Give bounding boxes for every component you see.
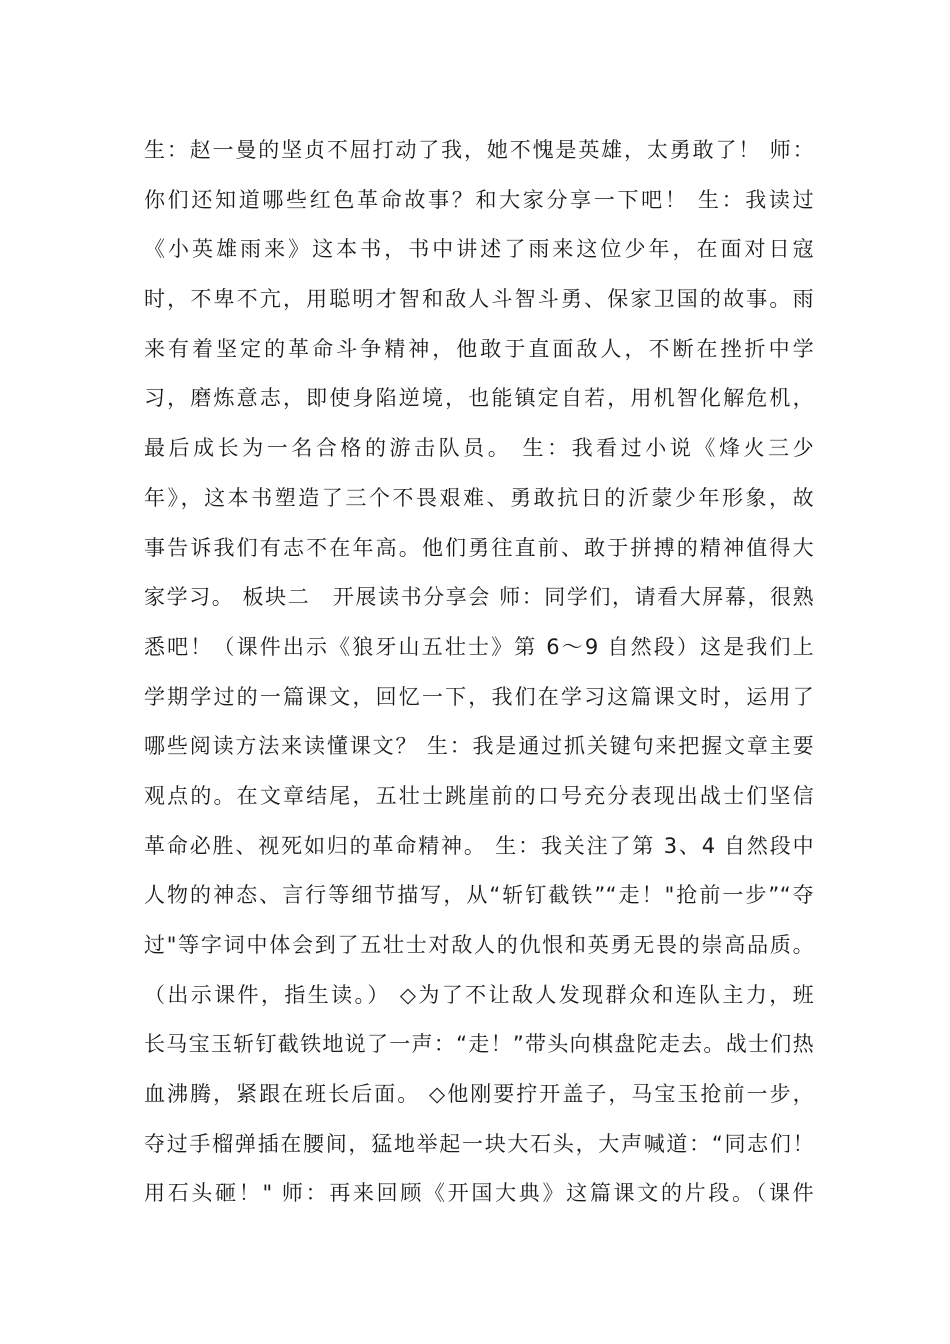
text-line: 过"等字词中体会到了五壮士对敌人的仇恨和英勇无畏的崇高品质。 xyxy=(144,933,814,957)
text-line: 最后成长为一名合格的游击队员。 生：我看过小说《烽火三少 xyxy=(144,436,814,461)
text-line: 生：赵一曼的坚贞不屈打动了我，她不愧是英雄，太勇敢了！ 师： xyxy=(144,138,814,162)
text-line: 来有着坚定的革命斗争精神，他敢于直面敌人，不断在挫折中学 xyxy=(144,336,814,361)
text-line: 时，不卑不亢，用聪明才智和敌人斗智斗勇、保家卫国的故事。雨 xyxy=(144,287,814,312)
text-line: 家学习。 板块二 开展读书分享会 师：同学们，请看大屏幕，很熟 xyxy=(144,585,814,610)
text-line: 观点的。在文章结尾，五壮士跳崖前的口号充分表现出战士们坚信 xyxy=(144,783,814,808)
text-line: 学期学过的一篇课文，回忆一下，我们在学习这篇课文时，运用了 xyxy=(144,684,814,709)
text-line: 革命必胜、视死如归的革命精神。 生：我关注了第 3、4 自然段中 xyxy=(144,833,814,858)
text-line: 你们还知道哪些红色革命故事？和大家分享一下吧！ 生：我读过 xyxy=(144,187,814,212)
text-line: 悉吧！（课件出示《狼牙山五壮士》第 6～9 自然段）这是我们上 xyxy=(144,634,814,659)
text-line: （出示课件，指生读。） ◇为了不让敌人发现群众和连队主力，班 xyxy=(144,982,814,1007)
text-line: 用石头砸！" 师：再来回顾《开国大典》这篇课文的片段。（课件 xyxy=(144,1181,814,1206)
text-line: 年》，这本书塑造了三个不畏艰难、勇敢抗日的沂蒙少年形象，故 xyxy=(144,485,814,510)
text-line: 《小英雄雨来》这本书，书中讲述了雨来这位少年，在面对日寇 xyxy=(144,237,814,262)
text-line: 哪些阅读方法来读懂课文？ 生：我是通过抓关键句来把握文章主要 xyxy=(144,734,814,759)
text-line: 夺过手榴弹插在腰间，猛地举起一块大石头，大声喊道：“同志们！ xyxy=(144,1131,814,1156)
body-text xyxy=(144,126,814,1219)
text-line: 人物的神态、言行等细节描写，从“斩钉截铁”“走！"抢前一步”“夺 xyxy=(144,883,814,908)
text-line: 习，磨炼意志，即使身陷逆境，也能镇定自若，用机智化解危机， xyxy=(144,386,814,411)
text-line: 血沸腾，紧跟在班长后面。 ◇他刚要拧开盖子，马宝玉抢前一步， xyxy=(144,1082,814,1107)
text-line: 事告诉我们有志不在年高。他们勇往直前、敢于拼搏的精神值得大 xyxy=(144,535,814,560)
text-line: 长马宝玉斩钉截铁地说了一声：“走！”带头向棋盘陀走去。战士们热 xyxy=(144,1032,814,1057)
